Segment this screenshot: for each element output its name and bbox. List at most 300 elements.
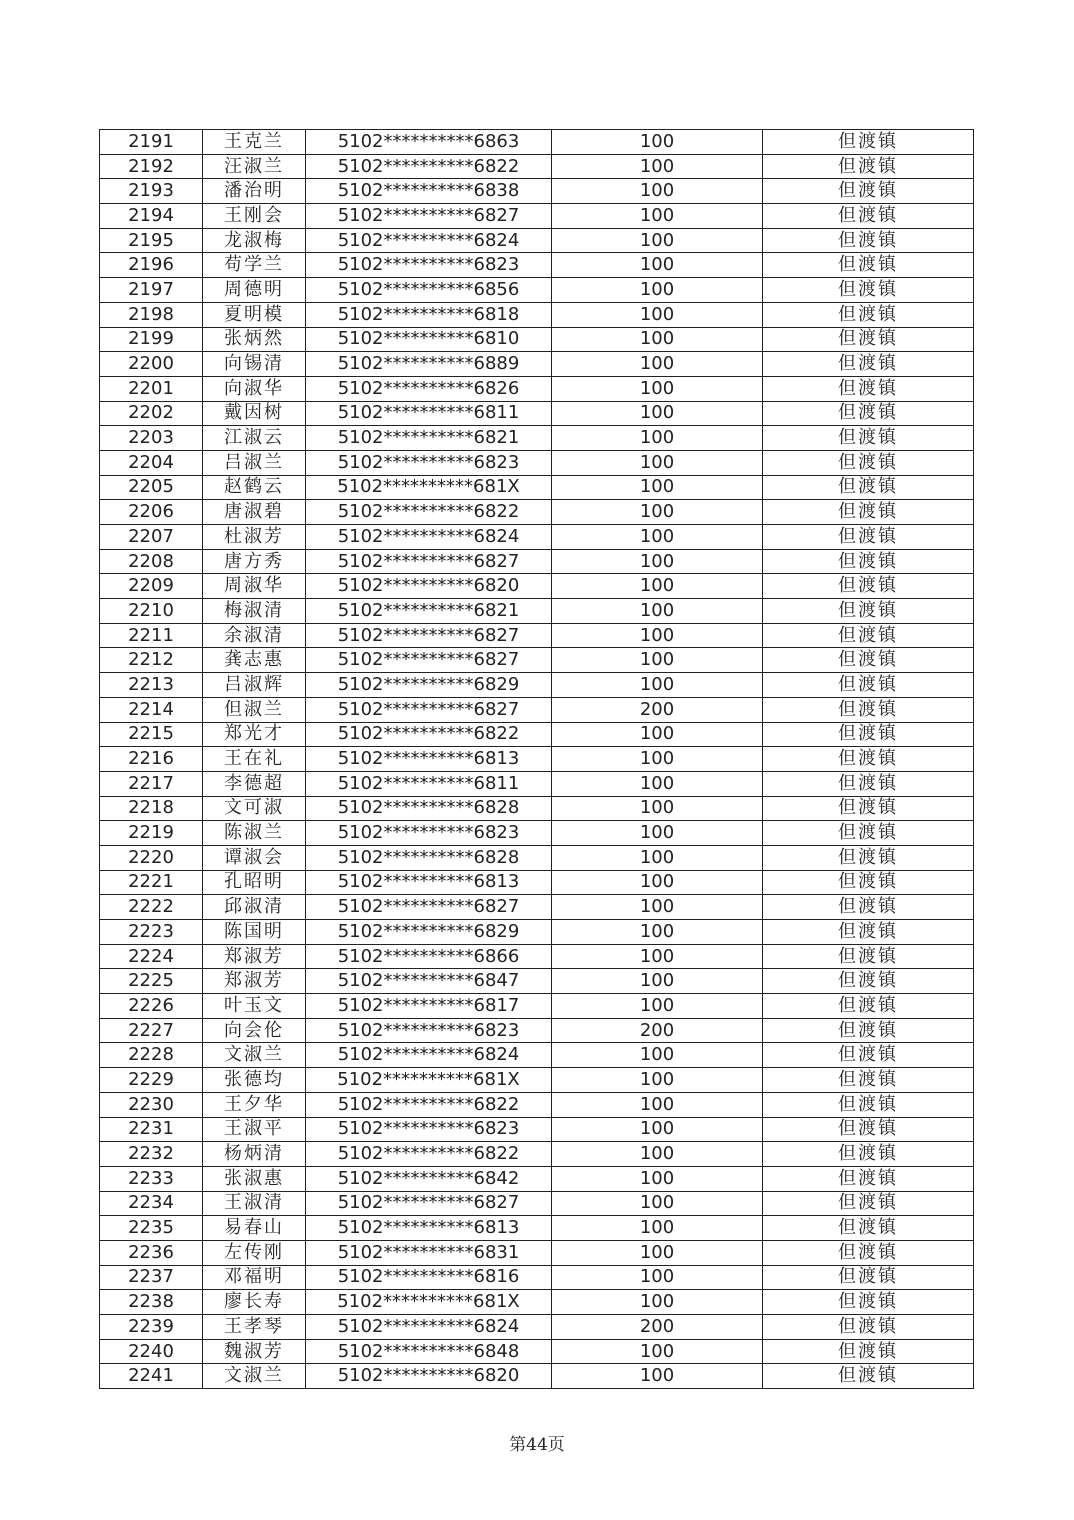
amount-cell: 100 [552,130,763,155]
table-row [100,1240,974,1265]
amount-cell: 100 [552,944,763,969]
id-number-cell: 5102**********6848 [306,1339,552,1364]
table-row [100,648,974,673]
amount-cell: 100 [552,796,763,821]
amount-cell: 100 [552,352,763,377]
id-number-cell: 5102**********6831 [306,1240,552,1265]
id-number-cell: 5102**********6820 [306,574,552,599]
name-cell: 唐淑碧 [203,500,306,525]
row-number-cell: 2207 [100,525,203,550]
row-number-cell: 2228 [100,1043,203,1068]
name-cell: 赵鹤云 [203,475,306,500]
row-number-cell: 2216 [100,747,203,772]
table-row [100,376,974,401]
town-cell: 但渡镇 [763,648,974,673]
id-number-cell: 5102**********6813 [306,1216,552,1241]
town-cell: 但渡镇 [763,1142,974,1167]
row-number-cell: 2222 [100,895,203,920]
name-cell: 廖长寿 [203,1290,306,1315]
name-cell: 文淑兰 [203,1364,306,1389]
row-number-cell: 2211 [100,623,203,648]
table-row [100,1216,974,1241]
amount-cell: 100 [552,525,763,550]
name-cell: 王淑清 [203,1191,306,1216]
name-cell: 唐方秀 [203,549,306,574]
amount-cell: 100 [552,500,763,525]
row-number-cell: 2208 [100,549,203,574]
town-cell: 但渡镇 [763,994,974,1019]
row-number-cell: 2227 [100,1018,203,1043]
amount-cell: 100 [552,599,763,624]
id-number-cell: 5102**********6827 [306,648,552,673]
id-number-cell: 5102**********6823 [306,821,552,846]
id-number-cell: 5102**********6817 [306,994,552,1019]
id-number-cell: 5102**********6889 [306,352,552,377]
name-cell: 但淑兰 [203,697,306,722]
table-row [100,845,974,870]
id-number-cell: 5102**********6821 [306,426,552,451]
name-cell: 文可淑 [203,796,306,821]
name-cell: 王在礼 [203,747,306,772]
name-cell: 李德超 [203,771,306,796]
row-number-cell: 2213 [100,673,203,698]
id-number-cell: 5102**********6822 [306,722,552,747]
amount-cell: 100 [552,327,763,352]
id-number-cell: 5102**********6823 [306,450,552,475]
row-number-cell: 2214 [100,697,203,722]
name-cell: 杜淑芳 [203,525,306,550]
amount-cell: 100 [552,870,763,895]
town-cell: 但渡镇 [763,500,974,525]
table-row [100,944,974,969]
name-cell: 江淑云 [203,426,306,451]
id-number-cell: 5102**********6824 [306,228,552,253]
row-number-cell: 2235 [100,1216,203,1241]
table-row [100,920,974,945]
amount-cell: 100 [552,1142,763,1167]
id-number-cell: 5102**********6847 [306,969,552,994]
roster-table [99,129,974,1389]
amount-cell: 100 [552,204,763,229]
amount-cell: 100 [552,821,763,846]
amount-cell: 100 [552,722,763,747]
row-number-cell: 2212 [100,648,203,673]
amount-cell: 100 [552,969,763,994]
name-cell: 向会伦 [203,1018,306,1043]
amount-cell: 100 [552,1240,763,1265]
town-cell: 但渡镇 [763,1216,974,1241]
amount-cell: 100 [552,228,763,253]
row-number-cell: 2220 [100,845,203,870]
name-cell: 周德明 [203,278,306,303]
town-cell: 但渡镇 [763,1166,974,1191]
name-cell: 夏明模 [203,302,306,327]
id-number-cell: 5102**********6827 [306,549,552,574]
row-number-cell: 2221 [100,870,203,895]
id-number-cell: 5102**********6816 [306,1265,552,1290]
amount-cell: 100 [552,648,763,673]
id-number-cell: 5102**********6863 [306,130,552,155]
row-number-cell: 2192 [100,154,203,179]
table-row [100,154,974,179]
table-row [100,747,974,772]
amount-cell: 100 [552,1364,763,1389]
table-row [100,1068,974,1093]
row-number-cell: 2193 [100,179,203,204]
town-cell: 但渡镇 [763,278,974,303]
row-number-cell: 2195 [100,228,203,253]
amount-cell: 100 [552,278,763,303]
row-number-cell: 2234 [100,1191,203,1216]
name-cell: 张炳然 [203,327,306,352]
row-number-cell: 2232 [100,1142,203,1167]
table-row [100,1166,974,1191]
table-row [100,1092,974,1117]
table-row [100,1364,974,1389]
id-number-cell: 5102**********6823 [306,253,552,278]
name-cell: 王孝琴 [203,1315,306,1340]
table-row [100,475,974,500]
town-cell: 但渡镇 [763,1290,974,1315]
table-row [100,722,974,747]
id-number-cell: 5102**********6824 [306,525,552,550]
town-cell: 但渡镇 [763,920,974,945]
amount-cell: 200 [552,697,763,722]
table-row [100,574,974,599]
table-row [100,1117,974,1142]
table-row [100,821,974,846]
town-cell: 但渡镇 [763,845,974,870]
town-cell: 但渡镇 [763,697,974,722]
id-number-cell: 5102**********6822 [306,1142,552,1167]
name-cell: 杨炳清 [203,1142,306,1167]
table-row [100,1043,974,1068]
amount-cell: 100 [552,747,763,772]
town-cell: 但渡镇 [763,475,974,500]
name-cell: 向淑华 [203,376,306,401]
row-number-cell: 2210 [100,599,203,624]
table-row [100,673,974,698]
town-cell: 但渡镇 [763,1315,974,1340]
row-number-cell: 2224 [100,944,203,969]
table-row [100,302,974,327]
table-row [100,228,974,253]
town-cell: 但渡镇 [763,1240,974,1265]
amount-cell: 100 [552,1043,763,1068]
table-row [100,771,974,796]
name-cell: 向锡清 [203,352,306,377]
id-number-cell: 5102**********6810 [306,327,552,352]
amount-cell: 100 [552,1068,763,1093]
town-cell: 但渡镇 [763,401,974,426]
name-cell: 戴因树 [203,401,306,426]
table-row [100,204,974,229]
id-number-cell: 5102**********6827 [306,1191,552,1216]
id-number-cell: 5102**********6823 [306,1018,552,1043]
amount-cell: 100 [552,845,763,870]
row-number-cell: 2204 [100,450,203,475]
row-number-cell: 2230 [100,1092,203,1117]
town-cell: 但渡镇 [763,426,974,451]
roster-table-body [100,130,974,1389]
id-number-cell: 5102**********6818 [306,302,552,327]
town-cell: 但渡镇 [763,179,974,204]
town-cell: 但渡镇 [763,1092,974,1117]
town-cell: 但渡镇 [763,1265,974,1290]
town-cell: 但渡镇 [763,623,974,648]
row-number-cell: 2209 [100,574,203,599]
name-cell: 梅淑清 [203,599,306,624]
table-row [100,1142,974,1167]
id-number-cell: 5102**********6813 [306,870,552,895]
amount-cell: 100 [552,623,763,648]
row-number-cell: 2241 [100,1364,203,1389]
town-cell: 但渡镇 [763,796,974,821]
table-row [100,697,974,722]
name-cell: 王淑平 [203,1117,306,1142]
table-row [100,500,974,525]
town-cell: 但渡镇 [763,1043,974,1068]
table-row [100,525,974,550]
row-number-cell: 2237 [100,1265,203,1290]
table-row [100,327,974,352]
amount-cell: 100 [552,401,763,426]
town-cell: 但渡镇 [763,944,974,969]
town-cell: 但渡镇 [763,130,974,155]
table-row [100,253,974,278]
name-cell: 叶玉文 [203,994,306,1019]
town-cell: 但渡镇 [763,673,974,698]
row-number-cell: 2191 [100,130,203,155]
name-cell: 汪淑兰 [203,154,306,179]
town-cell: 但渡镇 [763,747,974,772]
town-cell: 但渡镇 [763,327,974,352]
id-number-cell: 5102**********6822 [306,500,552,525]
amount-cell: 100 [552,1191,763,1216]
amount-cell: 100 [552,1339,763,1364]
row-number-cell: 2219 [100,821,203,846]
table-row [100,969,974,994]
town-cell: 但渡镇 [763,969,974,994]
town-cell: 但渡镇 [763,1068,974,1093]
amount-cell: 200 [552,1315,763,1340]
name-cell: 王刚会 [203,204,306,229]
town-cell: 但渡镇 [763,574,974,599]
amount-cell: 100 [552,253,763,278]
table-row [100,179,974,204]
amount-cell: 100 [552,1216,763,1241]
table-row [100,1315,974,1340]
amount-cell: 100 [552,920,763,945]
id-number-cell: 5102**********6813 [306,747,552,772]
name-cell: 孔昭明 [203,870,306,895]
row-number-cell: 2205 [100,475,203,500]
table-row [100,278,974,303]
town-cell: 但渡镇 [763,1018,974,1043]
id-number-cell: 5102**********6820 [306,1364,552,1389]
name-cell: 苟学兰 [203,253,306,278]
amount-cell: 100 [552,994,763,1019]
town-cell: 但渡镇 [763,253,974,278]
id-number-cell: 5102**********6811 [306,401,552,426]
name-cell: 周淑华 [203,574,306,599]
id-number-cell: 5102**********6828 [306,796,552,821]
table-row [100,1191,974,1216]
town-cell: 但渡镇 [763,450,974,475]
amount-cell: 100 [552,302,763,327]
table-row [100,870,974,895]
amount-cell: 100 [552,179,763,204]
name-cell: 潘治明 [203,179,306,204]
amount-cell: 100 [552,376,763,401]
id-number-cell: 5102**********6842 [306,1166,552,1191]
town-cell: 但渡镇 [763,870,974,895]
id-number-cell: 5102**********6866 [306,944,552,969]
id-number-cell: 5102**********6824 [306,1043,552,1068]
town-cell: 但渡镇 [763,525,974,550]
name-cell: 吕淑兰 [203,450,306,475]
id-number-cell: 5102**********6829 [306,673,552,698]
row-number-cell: 2240 [100,1339,203,1364]
id-number-cell: 5102**********6824 [306,1315,552,1340]
town-cell: 但渡镇 [763,352,974,377]
row-number-cell: 2229 [100,1068,203,1093]
amount-cell: 100 [552,475,763,500]
row-number-cell: 2200 [100,352,203,377]
id-number-cell: 5102**********6838 [306,179,552,204]
name-cell: 郑光才 [203,722,306,747]
id-number-cell: 5102**********6828 [306,845,552,870]
name-cell: 邱淑清 [203,895,306,920]
name-cell: 余淑清 [203,623,306,648]
name-cell: 张淑惠 [203,1166,306,1191]
table-row [100,1290,974,1315]
amount-cell: 100 [552,1117,763,1142]
id-number-cell: 5102**********6829 [306,920,552,945]
table-row [100,426,974,451]
table-row [100,130,974,155]
town-cell: 但渡镇 [763,722,974,747]
amount-cell: 100 [552,154,763,179]
row-number-cell: 2225 [100,969,203,994]
name-cell: 龚志惠 [203,648,306,673]
town-cell: 但渡镇 [763,1117,974,1142]
table-row [100,599,974,624]
row-number-cell: 2239 [100,1315,203,1340]
name-cell: 魏淑芳 [203,1339,306,1364]
row-number-cell: 2226 [100,994,203,1019]
name-cell: 郑淑芳 [203,944,306,969]
id-number-cell: 5102**********6822 [306,154,552,179]
id-number-cell: 5102**********6827 [306,204,552,229]
row-number-cell: 2197 [100,278,203,303]
id-number-cell: 5102**********681X [306,475,552,500]
id-number-cell: 5102**********6811 [306,771,552,796]
amount-cell: 100 [552,1290,763,1315]
id-number-cell: 5102**********681X [306,1068,552,1093]
row-number-cell: 2199 [100,327,203,352]
id-number-cell: 5102**********6826 [306,376,552,401]
town-cell: 但渡镇 [763,1339,974,1364]
amount-cell: 200 [552,1018,763,1043]
table-row [100,549,974,574]
town-cell: 但渡镇 [763,599,974,624]
name-cell: 邓福明 [203,1265,306,1290]
amount-cell: 100 [552,1166,763,1191]
name-cell: 王克兰 [203,130,306,155]
town-cell: 但渡镇 [763,204,974,229]
town-cell: 但渡镇 [763,1191,974,1216]
row-number-cell: 2236 [100,1240,203,1265]
name-cell: 文淑兰 [203,1043,306,1068]
town-cell: 但渡镇 [763,821,974,846]
town-cell: 但渡镇 [763,1364,974,1389]
amount-cell: 100 [552,1092,763,1117]
name-cell: 易春山 [203,1216,306,1241]
amount-cell: 100 [552,895,763,920]
town-cell: 但渡镇 [763,376,974,401]
row-number-cell: 2196 [100,253,203,278]
name-cell: 陈淑兰 [203,821,306,846]
id-number-cell: 5102**********6821 [306,599,552,624]
name-cell: 吕淑辉 [203,673,306,698]
row-number-cell: 2223 [100,920,203,945]
row-number-cell: 2206 [100,500,203,525]
row-number-cell: 2231 [100,1117,203,1142]
name-cell: 龙淑梅 [203,228,306,253]
amount-cell: 100 [552,1265,763,1290]
table-row [100,623,974,648]
name-cell: 陈国明 [203,920,306,945]
row-number-cell: 2194 [100,204,203,229]
id-number-cell: 5102**********681X [306,1290,552,1315]
town-cell: 但渡镇 [763,895,974,920]
amount-cell: 100 [552,450,763,475]
name-cell: 郑淑芳 [203,969,306,994]
town-cell: 但渡镇 [763,549,974,574]
table-row [100,1265,974,1290]
id-number-cell: 5102**********6827 [306,697,552,722]
amount-cell: 100 [552,574,763,599]
row-number-cell: 2203 [100,426,203,451]
table-row [100,450,974,475]
amount-cell: 100 [552,426,763,451]
id-number-cell: 5102**********6827 [306,895,552,920]
page-number: 第44页 [509,1435,565,1455]
amount-cell: 100 [552,771,763,796]
table-row [100,1018,974,1043]
table-row [100,401,974,426]
row-number-cell: 2217 [100,771,203,796]
table-row [100,352,974,377]
town-cell: 但渡镇 [763,154,974,179]
town-cell: 但渡镇 [763,302,974,327]
row-number-cell: 2233 [100,1166,203,1191]
row-number-cell: 2218 [100,796,203,821]
town-cell: 但渡镇 [763,771,974,796]
row-number-cell: 2215 [100,722,203,747]
table-row [100,1339,974,1364]
name-cell: 谭淑会 [203,845,306,870]
id-number-cell: 5102**********6856 [306,278,552,303]
name-cell: 左传刚 [203,1240,306,1265]
row-number-cell: 2201 [100,376,203,401]
id-number-cell: 5102**********6823 [306,1117,552,1142]
name-cell: 王夕华 [203,1092,306,1117]
row-number-cell: 2202 [100,401,203,426]
row-number-cell: 2238 [100,1290,203,1315]
town-cell: 但渡镇 [763,228,974,253]
